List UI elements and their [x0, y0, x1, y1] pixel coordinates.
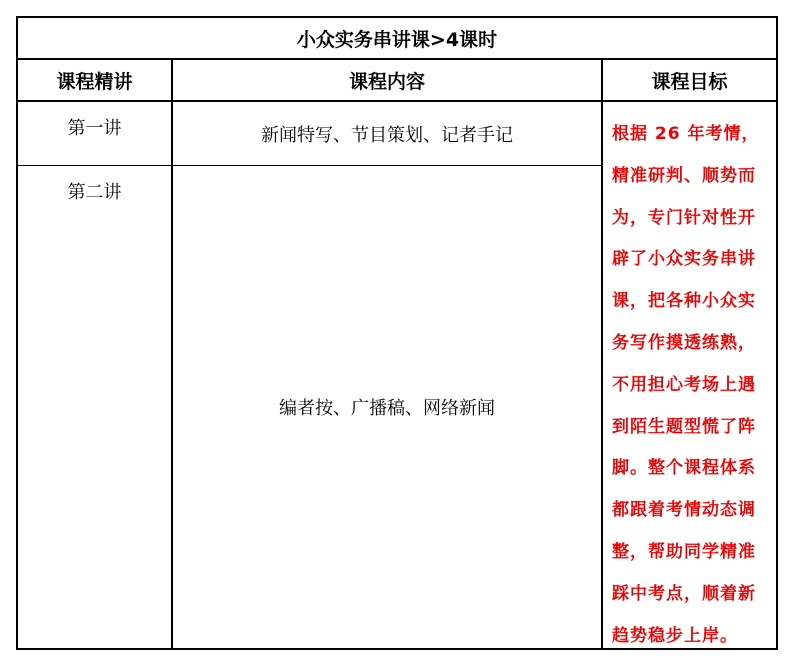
- header-lecture: 课程精讲: [18, 60, 171, 102]
- content-1: 新闻特写、节目策划、记者手记: [171, 102, 601, 166]
- header-goal: 课程目标: [601, 60, 776, 102]
- table-title: 小众实务串讲课>4课时: [18, 18, 776, 60]
- course-table: [16, 16, 778, 650]
- lecture-1: 第一讲: [18, 102, 171, 166]
- header-content: 课程内容: [171, 60, 601, 102]
- content-2: 编者按、广播稿、网络新闻: [171, 166, 601, 648]
- lecture-2: 第二讲: [67, 182, 122, 203]
- course-goal-text: 根据 26 年考情，精准研判、顺势而为，专门针对性开辟了小众实务串讲课，把各种小众实务写作摸透练熟，不用担心考场上遇到陌生题型慌了阵脚。整个课程体系都跟着考情动态调整，帮助同学精准踩中考点，顺着新趋势稳步上岸。: [601, 102, 776, 648]
